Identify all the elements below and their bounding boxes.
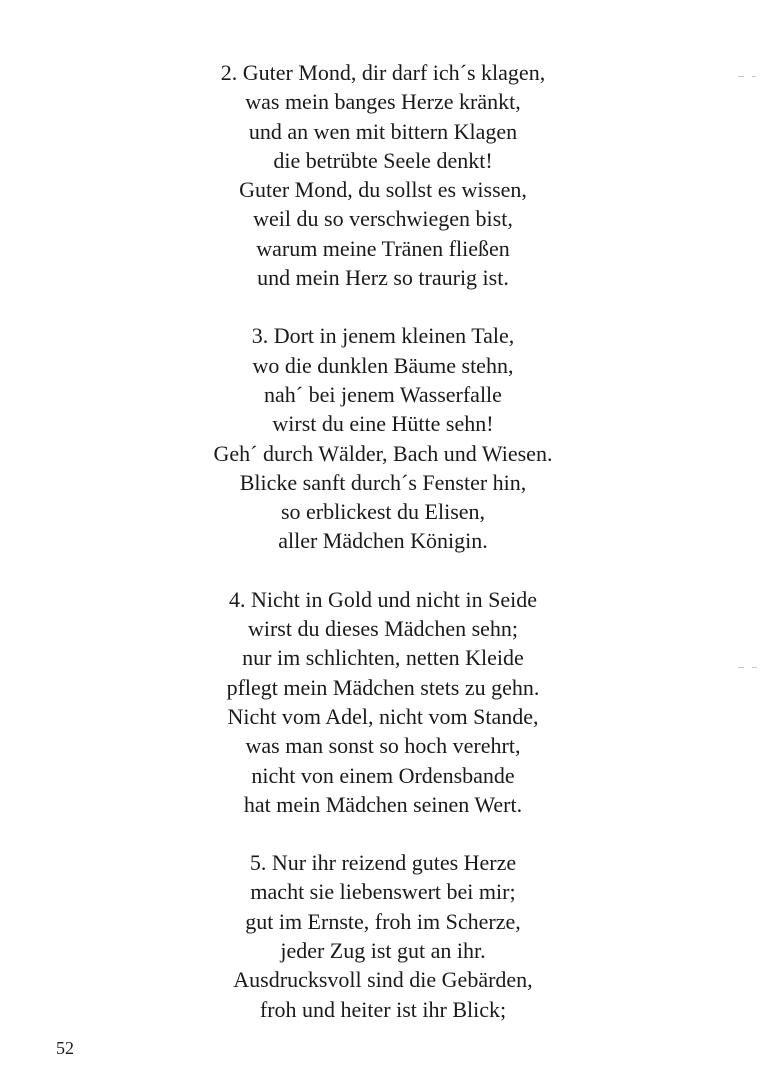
verse-line: nur im schlichten, netten Kleide [242, 645, 524, 671]
verse-line: so erblickest du Elisen, [280, 499, 486, 525]
verse-line: wirst du eine Hütte sehn! [272, 411, 494, 437]
verse-line: und mein Herz so traurig ist. [257, 265, 509, 291]
verse-line: jeder Zug ist gut an ihr. [280, 938, 486, 964]
verse-line: 5. Nur ihr reizend gutes Herze [249, 850, 517, 876]
page-number: 52 [56, 1038, 74, 1058]
verse-line: was man sonst so hoch verehrt, [245, 733, 521, 759]
verse-line: Nicht vom Adel, nicht vom Stande, [227, 703, 539, 729]
verse-line: 4. Nicht in Gold und nicht in Seide [229, 586, 537, 612]
poem-text [0, 58, 766, 1053]
verse-line: 3. Dort in jenem kleinen Tale, [251, 323, 515, 349]
verse-line: gut im Ernste, froh im Scherze, [245, 908, 521, 934]
stanza-4 [0, 585, 766, 819]
verse-line: froh und heiter ist ihr Blick; [259, 996, 507, 1022]
verse-line: Blicke sanft durch´s Fenster hin, [239, 469, 527, 495]
verse-line: die betrübte Seele denkt! [273, 147, 493, 173]
verse-line: warum meine Tränen fließen [256, 235, 510, 261]
verse-line: pflegt mein Mädchen stets zu gehn. [226, 674, 540, 700]
scan-margin-mark [738, 667, 744, 668]
verse-line: was mein banges Herze kränkt, [245, 89, 521, 115]
scan-margin-mark [738, 76, 744, 77]
stanza-2 [0, 58, 766, 292]
scan-margin-mark [752, 667, 757, 668]
verse-line: hat mein Mädchen seinen Wert. [243, 791, 523, 817]
verse-line: wirst du dieses Mädchen sehn; [247, 616, 519, 642]
verse-line: Guter Mond, du sollst es wissen, [239, 177, 527, 203]
verse-line: weil du so verschwiegen bist, [253, 206, 513, 232]
verse-line: 2. Guter Mond, dir darf ich´s klagen, [220, 60, 546, 85]
verse-line: Ausdrucksvoll sind die Gebärden, [233, 967, 533, 993]
stanza-5 [0, 848, 766, 1024]
scan-margin-mark [752, 76, 756, 77]
verse-line: Geh´ durch Wälder, Bach und Wiesen. [213, 440, 553, 466]
verse-line: nah´ bei jenem Wasserfalle [264, 381, 502, 407]
verse-line: und an wen mit bittern Klagen [248, 118, 518, 144]
verse-line: macht sie liebenswert bei mir; [250, 879, 516, 905]
stanza-3 [0, 321, 766, 555]
verse-line: wo die dunklen Bäume stehn, [252, 352, 514, 378]
verse-line: nicht von einem Ordensbande [251, 762, 515, 788]
verse-line: aller Mädchen Königin. [278, 528, 488, 554]
